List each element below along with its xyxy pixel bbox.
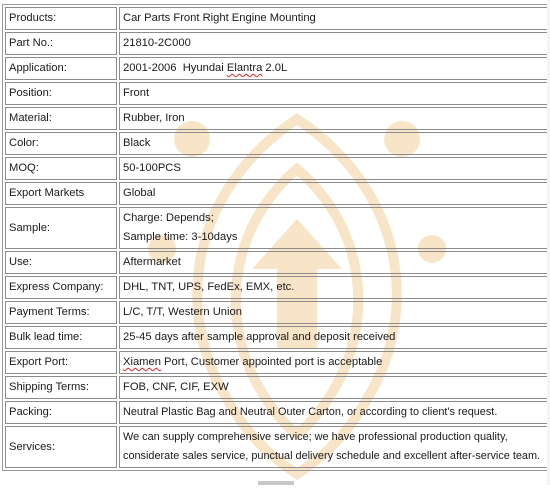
table-row: [5, 107, 549, 130]
row-value: [119, 351, 549, 374]
row-value: Car Parts Front Right Engine Mounting: [119, 7, 549, 30]
table-row: [5, 401, 549, 424]
row-value: Rubber, Iron: [119, 107, 549, 130]
table-row: [5, 426, 549, 468]
table-row: [5, 301, 549, 324]
row-label: Part No.:: [5, 32, 117, 55]
row-value: Front: [119, 82, 549, 105]
row-value: Black: [119, 132, 549, 155]
row-label: Express Company:: [5, 276, 117, 299]
row-label: Color:: [5, 132, 117, 155]
table-row: [5, 7, 549, 30]
row-label: Products:: [5, 7, 117, 30]
table-row: [5, 57, 549, 80]
row-value: [119, 207, 549, 249]
table-row: [5, 207, 549, 249]
row-label: Packing:: [5, 401, 117, 424]
row-label: Use:: [5, 251, 117, 274]
row-label: Bulk lead time:: [5, 326, 117, 349]
table-row: [5, 326, 549, 349]
export-port-city: Xiamen: [123, 356, 161, 368]
row-value: 25-45 days after sample approval and deposit received: [119, 326, 549, 349]
row-label: Services:: [5, 426, 117, 468]
row-value: FOB, CNF, CIF, EXW: [119, 376, 549, 399]
row-label: Payment Terms:: [5, 301, 117, 324]
table-row: [5, 32, 549, 55]
application-years-make: 2001-2006 Hyundai: [123, 62, 227, 74]
row-value: Aftermarket: [119, 251, 549, 274]
row-label: Sample:: [5, 207, 117, 249]
application-model: Elantra: [226, 62, 263, 74]
row-value: [119, 57, 549, 80]
product-spec-table: [2, 4, 550, 471]
table-row: [5, 276, 549, 299]
row-value: DHL, TNT, UPS, FedEx, EMX, etc.: [119, 276, 549, 299]
row-value: Global: [119, 182, 549, 205]
table-row: [5, 376, 549, 399]
row-label: Position:: [5, 82, 117, 105]
row-value: 50-100PCS: [119, 157, 549, 180]
row-label: Shipping Terms:: [5, 376, 117, 399]
row-label: MOQ:: [5, 157, 117, 180]
sample-time: Sample time: 3-10days: [123, 231, 238, 243]
row-value: Neutral Plastic Bag and Neutral Outer Carton, or according to client's request.: [119, 401, 549, 424]
horizontal-scroll-thumb[interactable]: [258, 481, 294, 485]
row-value: We can supply comprehensive service; we have professional production quality, considerate sales service, punctual delivery schedule and excellent after-service team.: [119, 426, 549, 468]
table-row: [5, 251, 549, 274]
table-row: [5, 82, 549, 105]
table-row: [5, 182, 549, 205]
table-row: [5, 132, 549, 155]
row-label: Export Markets: [5, 182, 117, 205]
export-port-rest: Port, Customer appointed port is acceptable: [160, 356, 383, 368]
table-row: [5, 157, 549, 180]
row-label: Application:: [5, 57, 117, 80]
table-row: [5, 351, 549, 374]
sample-charge: Charge: Depends;: [123, 212, 214, 224]
row-value: L/C, T/T, Western Union: [119, 301, 549, 324]
row-value: 21810-2C000: [119, 32, 549, 55]
row-label: Material:: [5, 107, 117, 130]
row-label: Export Port:: [5, 351, 117, 374]
spec-sheet: [2, 4, 548, 471]
application-engine: 2.0L: [262, 62, 288, 74]
